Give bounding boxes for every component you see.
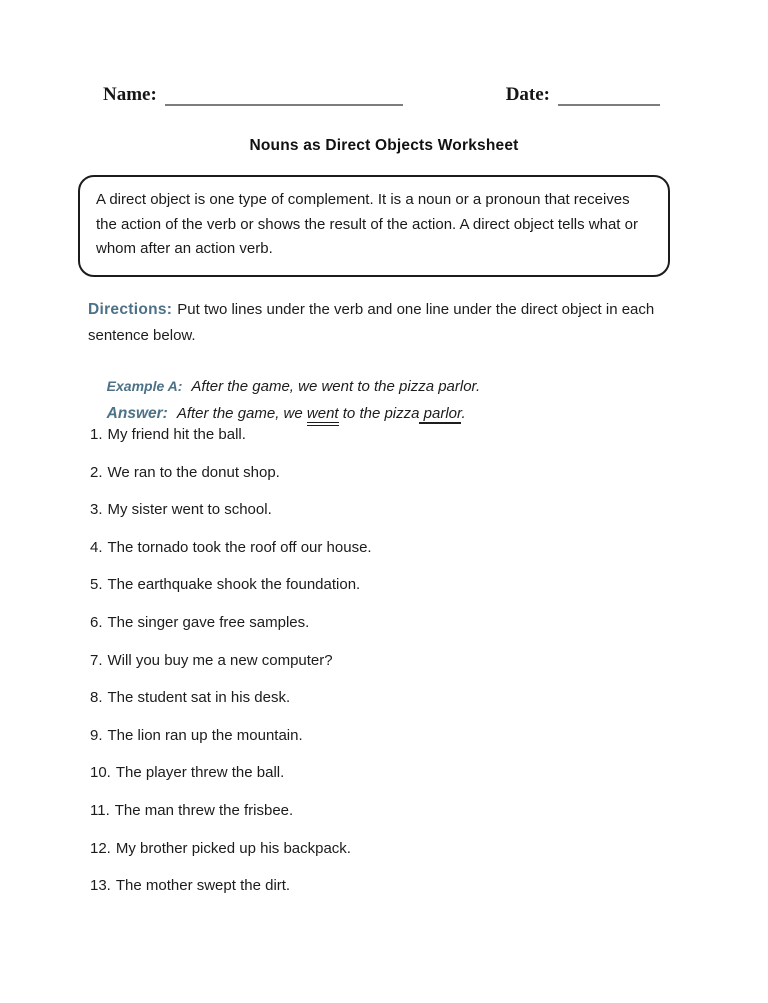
name-label: Name: bbox=[103, 84, 157, 105]
sentence-item bbox=[90, 612, 690, 650]
definition-box bbox=[78, 175, 670, 277]
sentence-text: My brother picked up his backpack. bbox=[115, 839, 351, 857]
example-label: Example A: bbox=[106, 378, 183, 394]
sentence-number: 5. bbox=[90, 576, 103, 594]
answer-segment: After the game, we bbox=[176, 405, 307, 422]
sentence-text: The earthquake shook the foundation. bbox=[107, 576, 361, 594]
sentence-number: 13. bbox=[90, 877, 111, 895]
sentence-number: 8. bbox=[90, 689, 103, 707]
sentence-item bbox=[90, 838, 690, 876]
sentence-item bbox=[90, 687, 690, 725]
sentence-number: 6. bbox=[90, 613, 103, 631]
sentence-number: 3. bbox=[90, 501, 103, 519]
sentence-item bbox=[90, 650, 690, 688]
definition-text: A direct object is one type of complement. It is a noun or a pronoun that receives the action of the verb or shows the result of the action. A direct object tells what or whom after an action verb. bbox=[96, 191, 638, 257]
answer-segment: to the pizza bbox=[338, 405, 420, 422]
date-label: Date: bbox=[505, 84, 550, 105]
directions-text: Put two lines under the verb and one line under the direct object in each sentence below. bbox=[88, 301, 655, 344]
sentence-text: The student sat in his desk. bbox=[107, 689, 291, 707]
sentence-number: 11. bbox=[90, 801, 110, 819]
sentence-text: The player threw the ball. bbox=[115, 764, 285, 782]
sentence-item bbox=[90, 537, 690, 575]
sentence-text: My sister went to school. bbox=[107, 501, 272, 519]
answer-label: Answer: bbox=[106, 405, 168, 422]
name-blank-line bbox=[165, 86, 403, 106]
sentence-item bbox=[90, 462, 690, 500]
sentence-item bbox=[90, 725, 690, 763]
answer-segment: . bbox=[461, 405, 466, 422]
sentence-text: We ran to the donut shop. bbox=[107, 463, 280, 481]
sentence-number: 10. bbox=[90, 764, 111, 782]
sentence-item bbox=[90, 499, 690, 537]
directions bbox=[88, 297, 680, 349]
sentence-list bbox=[90, 424, 690, 913]
sentence-text: My friend hit the ball. bbox=[107, 426, 246, 443]
sentence-number: 7. bbox=[90, 651, 103, 669]
sentence-text: The lion ran up the mountain. bbox=[107, 726, 303, 744]
sentence-number: 9. bbox=[90, 726, 103, 744]
sentence-item bbox=[90, 762, 690, 800]
sentence-text: The mother swept the dirt. bbox=[115, 877, 291, 895]
sentence-text: Will you buy me a new computer? bbox=[107, 651, 333, 669]
date-blank-line bbox=[558, 86, 660, 106]
example-sentence: After the game, we went to the pizza parlor. bbox=[191, 378, 481, 395]
directions-label: Directions: bbox=[88, 301, 173, 318]
date-field bbox=[506, 84, 660, 106]
name-field bbox=[103, 84, 403, 106]
sentence-text: The singer gave free samples. bbox=[107, 613, 310, 631]
sentence-text: The man threw the frisbee. bbox=[114, 801, 294, 819]
sentence-item bbox=[90, 875, 690, 913]
sentence-number: 1. bbox=[90, 426, 103, 443]
sentence-item bbox=[90, 800, 690, 838]
sentence-text: The tornado took the roof off our house. bbox=[107, 538, 372, 556]
answer-sentence bbox=[177, 405, 466, 426]
answer-verb-double-underline: went bbox=[307, 405, 339, 426]
header bbox=[103, 84, 660, 106]
sentence-number: 12. bbox=[90, 839, 111, 857]
page-title: Nouns as Direct Objects Worksheet bbox=[249, 137, 519, 154]
sentence-item bbox=[90, 574, 690, 612]
sentence-item bbox=[90, 424, 690, 462]
answer-direct-object-underline: parlor bbox=[419, 405, 462, 422]
sentence-number: 2. bbox=[90, 463, 103, 481]
sentence-number: 4. bbox=[90, 538, 103, 556]
